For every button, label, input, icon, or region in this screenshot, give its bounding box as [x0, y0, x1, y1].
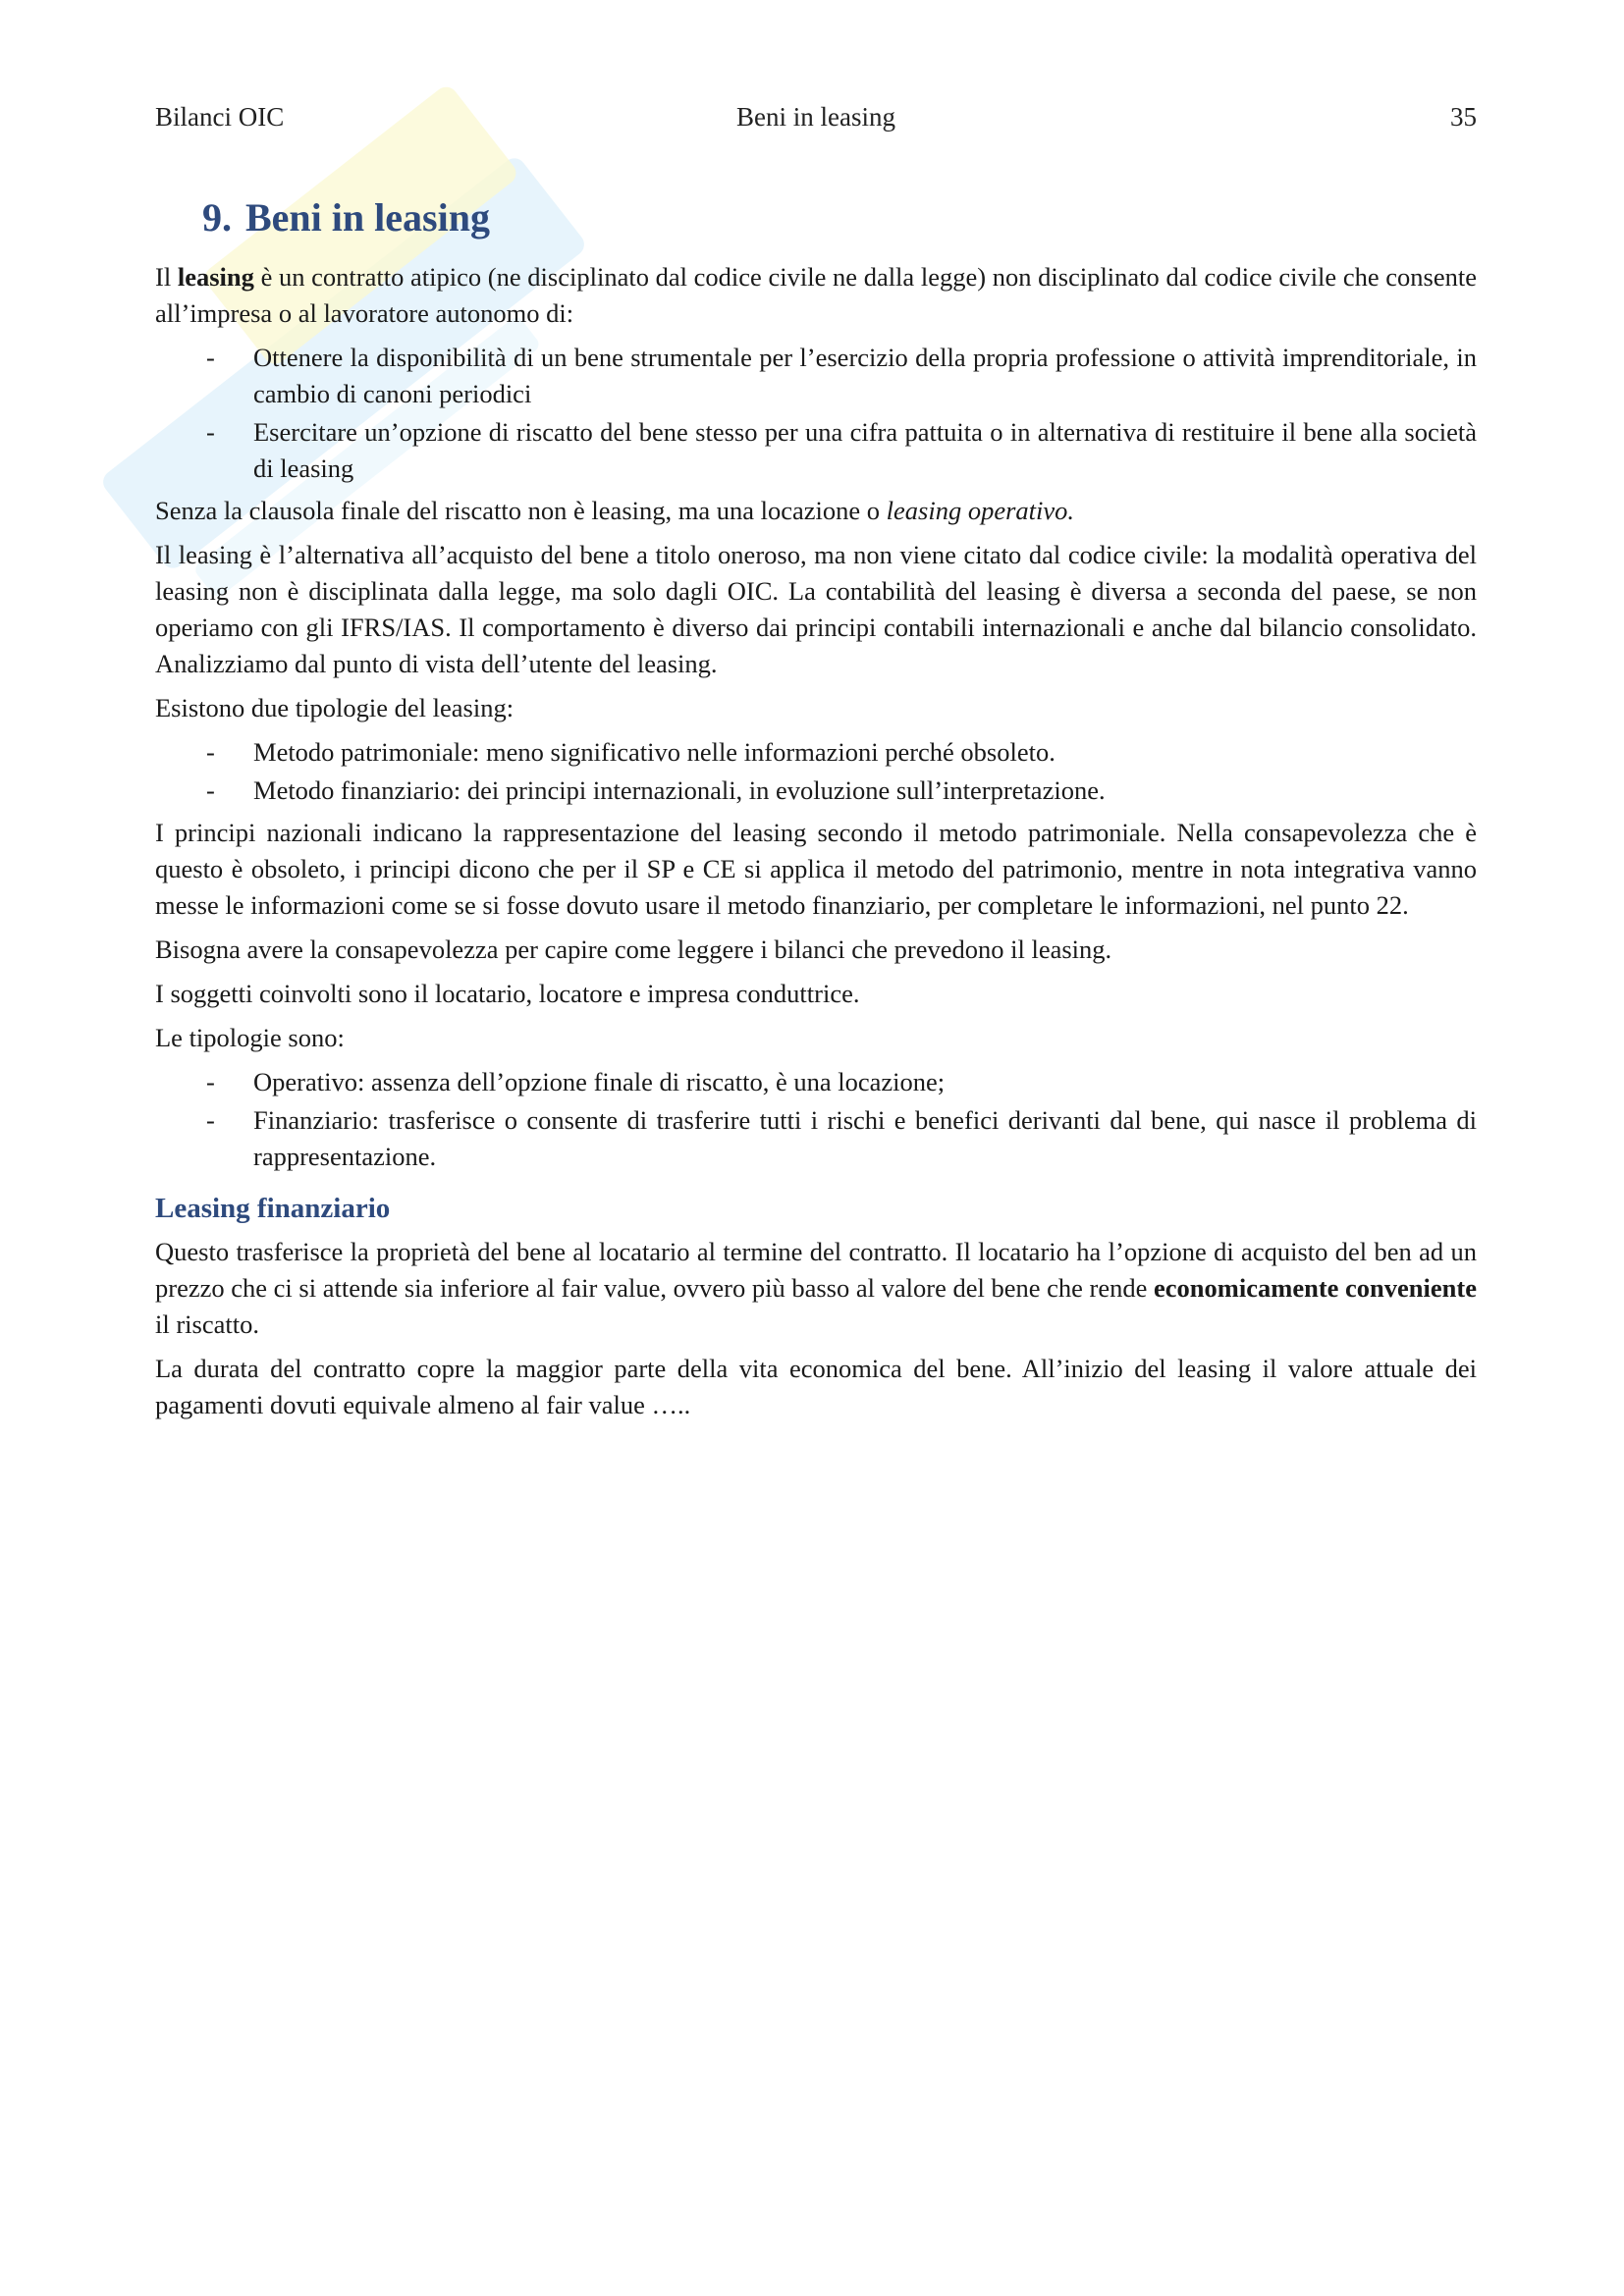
chapter-title: Beni in leasing — [245, 195, 490, 240]
term-leasing-operativo: leasing operativo. — [886, 496, 1075, 525]
list-item: - Ottenere la disponibilità di un bene strumentale per l’esercizio della propria professione o attività imprenditoriale, in cambio di canoni periodici — [206, 343, 1477, 408]
list-tipologie — [155, 1064, 1477, 1175]
header-center-title: Beni in leasing — [736, 102, 895, 132]
paragraph-trasferisce: Questo trasferisce la proprietà del bene al locatario al termine del contratto. Il locatario ha l’opzione di acquisto del ben ad un prezzo che ci si attende sia inferiore al fair value, ovvero più basso al valore del bene che rende economicamente conveniente il riscatto. — [155, 1237, 1477, 1339]
paragraph-senza-clausola: Senza la clausola finale del riscatto non è leasing, ma una locazione o leasing operativo. — [155, 496, 1075, 525]
list-item: - Metodo patrimoniale: meno significativo nelle informazioni perché obsoleto. — [206, 737, 1056, 767]
term-economicamente-conveniente: economicamente conveniente — [1154, 1273, 1477, 1303]
running-header — [155, 102, 1477, 137]
intro-paragraph: Il leasing è un contratto atipico (ne disciplinato dal codice civile ne dalla legge) non disciplinato dal codice civile che consente all’impresa o al lavoratore autonomo di: — [155, 262, 1478, 328]
paragraph-alternativa: Il leasing è l’alternativa all’acquisto del bene a titolo oneroso, ma non viene citato dal codice civile: la modalità operativa del leasing non è disciplinata dalla legge, ma solo dagli OIC. La contabilità del leasing è diversa a seconda del paese, se non operiamo con gli IFRS/IAS. Il comportamento è diverso dai principi contabili internazionali e anche dal bilancio consolidato. Analizziamo dal punto di vista dell’utente del leasing. — [155, 540, 1477, 678]
list-item: - Esercitare un’opzione di riscatto del bene stesso per una cifra pattuita o in alternativa di restituire il bene alla società di leasing — [206, 417, 1477, 483]
paragraph-principi-nazionali: I principi nazionali indicano la rappresentazione del leasing secondo il metodo patrimoniale. Nella consapevolezza che è questo è obsoleto, i principi dicono che per il SP e CE si applica il metodo del patrimonio, mentre in nota integrativa vanno messe le informazioni come se si fosse dovuto usare il metodo finanziario, per completare le informazioni, nel punto 22. — [155, 818, 1477, 920]
paragraph-tipologie: Esistono due tipologie del leasing: — [155, 693, 514, 722]
list-leasing-features — [155, 340, 1477, 487]
term-leasing: leasing — [177, 262, 254, 292]
page-content — [155, 192, 1477, 1431]
list-item: - Operativo: assenza dell’opzione finale di riscatto, è una locazione; — [206, 1067, 946, 1096]
section-heading: Leasing finanziario — [155, 1193, 391, 1224]
header-left-title: Bilanci OIC — [155, 102, 285, 132]
chapter-heading — [202, 192, 1477, 243]
paragraph-durata: La durata del contratto copre la maggior parte della vita economica del bene. All’inizio del leasing il valore attuale dei pagamenti dovuti equivale almeno al fair value ….. — [155, 1354, 1477, 1419]
chapter-number: 9. — [202, 195, 232, 240]
paragraph-soggetti: I soggetti coinvolti sono il locatario, locatore e impresa conduttrice. — [155, 979, 860, 1008]
page-number: 35 — [1450, 102, 1477, 132]
paragraph-consapevolezza: Bisogna avere la consapevolezza per capire come leggere i bilanci che prevedono il leasing. — [155, 934, 1112, 964]
paragraph-tipologie-sono: Le tipologie sono: — [155, 1023, 345, 1052]
list-item: - Finanziario: trasferisce o consente di trasferire tutti i rischi e benefici derivanti dal bene, qui nasce il problema di rappresentazione. — [206, 1105, 1477, 1171]
list-metodi — [155, 734, 1477, 809]
list-item: - Metodo finanziario: dei principi internazionali, in evoluzione sull’interpretazione. — [206, 775, 1106, 805]
